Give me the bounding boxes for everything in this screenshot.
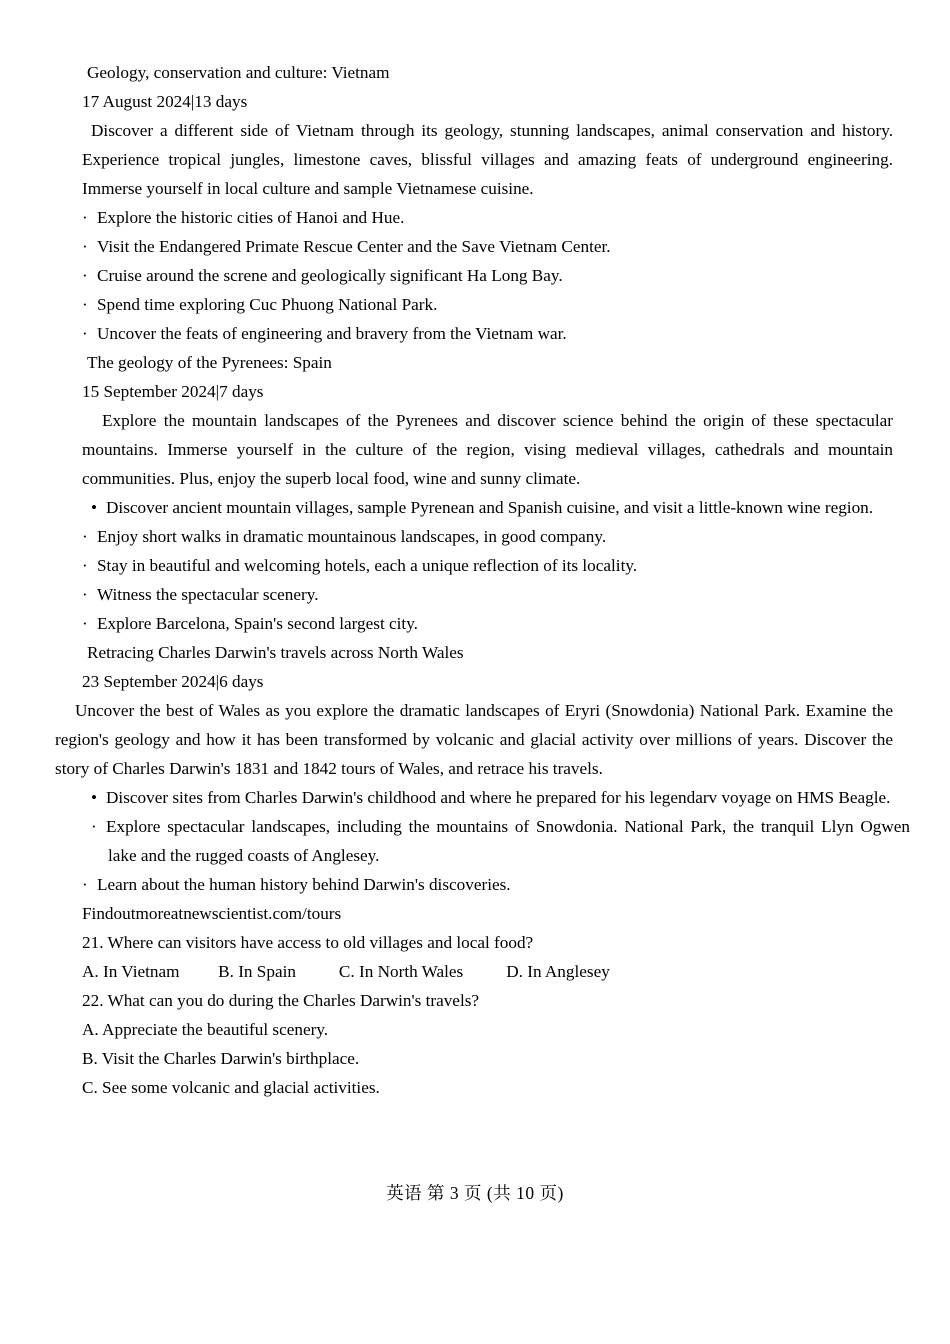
question-22-stem: 22. What can you do during the Charles Darwin's travels? — [82, 991, 480, 1010]
bullet-dot-icon: • — [91, 788, 98, 807]
tour-description-pyrenees: Explore the mountain landscapes of the Pyrenees and discover science behind the origin of these spectacular mountains. Immerse yourself in the culture of the region, vising medieval villages, cathedrals and mountain communities. Plus, enjoy the superb local food, wine and sunny climate. — [82, 411, 893, 488]
list-item-text: Explore the historic cities of Hanoi and Hue. — [97, 208, 405, 227]
list-item — [82, 551, 908, 580]
list-item — [91, 493, 910, 522]
list-item-text: Discover sites from Charles Darwin's childhood and where he prepared for his legendarv voyage on HMS Beagle. — [106, 788, 891, 807]
list-item-text: Visit the Endangered Primate Rescue Center and the Save Vietnam Center. — [97, 237, 611, 256]
list-item-text: Spend time exploring Cuc Phuong National Park. — [97, 295, 438, 314]
list-item-text: Witness the spectacular scenery. — [97, 585, 319, 604]
list-item-text: Learn about the human history behind Darwin's discoveries. — [97, 875, 511, 894]
bullet-dot-icon: · — [82, 614, 88, 633]
list-item-text: Discover ancient mountain villages, sample Pyrenean and Spanish cuisine, and visit a little-known wine region. — [106, 498, 874, 517]
bullet-dot-icon: · — [82, 295, 88, 314]
tour-meta-vietnam: 17 August 2024|13 days — [82, 92, 248, 111]
list-item-text: Uncover the feats of engineering and bravery from the Vietnam war. — [97, 324, 567, 343]
question-21-options[interactable]: A. In Vietnam B. In Spain C. In North Wales D. In Anglesey — [82, 962, 610, 981]
list-item-text: Cruise around the screne and geologically significant Ha Long Bay. — [97, 266, 563, 285]
list-item — [91, 783, 910, 812]
list-item — [91, 812, 910, 870]
list-item — [82, 870, 908, 899]
source-note: Findoutmoreatnewscientist.com/tours — [82, 904, 342, 923]
bullet-dot-icon: · — [82, 527, 88, 546]
page-content — [55, 58, 910, 1102]
bullet-dot-icon: · — [82, 237, 88, 256]
list-item — [82, 580, 908, 609]
list-item-text: Explore Barcelona, Spain's second largest city. — [97, 614, 418, 633]
tour-title-vietnam: Geology, conservation and culture: Vietnam — [87, 63, 390, 82]
page-footer: 英语 第 3 页 (共 10 页) — [386, 1183, 564, 1203]
list-item — [82, 609, 908, 638]
list-item — [82, 290, 908, 319]
tour-meta-north-wales: 23 September 2024|6 days — [82, 672, 264, 691]
bullet-dot-icon: · — [82, 208, 88, 227]
list-item-text: Stay in beautiful and welcoming hotels, each a unique reflection of its locality. — [97, 556, 638, 575]
list-item-text: Enjoy short walks in dramatic mountainous landscapes, in good company. — [97, 527, 607, 546]
bullet-dot-icon: · — [82, 875, 88, 894]
bullet-dot-icon: · — [82, 266, 88, 285]
tour-meta-pyrenees: 15 September 2024|7 days — [82, 382, 264, 401]
question-22-option-b[interactable]: B. Visit the Charles Darwin's birthplace. — [82, 1049, 360, 1068]
list-item-text: Explore spectacular landscapes, including the mountains of Snowdonia. National Park, the tranquil Llyn Ogwen lake and the rugged coasts of Anglesey. — [106, 817, 910, 865]
list-item — [82, 232, 908, 261]
bullet-dot-icon: · — [82, 585, 88, 604]
list-item — [82, 261, 908, 290]
list-item — [82, 522, 908, 551]
question-22-option-a[interactable]: A. Appreciate the beautiful scenery. — [82, 1020, 329, 1039]
tour-title-north-wales: Retracing Charles Darwin's travels across North Wales — [87, 643, 464, 662]
question-22-option-c[interactable]: C. See some volcanic and glacial activities. — [82, 1078, 380, 1097]
tour-description-vietnam: Discover a different side of Vietnam through its geology, stunning landscapes, animal conservation and history. Experience tropical jungles, limestone caves, blissful villages and amazing feats of underground engineering. Immerse yourself in local culture and sample Vietnamese cuisine. — [82, 121, 893, 198]
list-item — [82, 319, 908, 348]
bullet-dot-icon: · — [82, 324, 88, 343]
bullet-dot-icon: • — [91, 498, 98, 517]
question-21-stem: 21. Where can visitors have access to old villages and local food? — [82, 933, 534, 952]
tour-title-pyrenees: The geology of the Pyrenees: Spain — [87, 353, 332, 372]
bullet-dot-icon: · — [91, 817, 97, 836]
bullet-dot-icon: · — [82, 556, 88, 575]
tour-description-north-wales: Uncover the best of Wales as you explore the dramatic landscapes of Eryri (Snowdonia) National Park. Examine the region's geology and how it has been transformed by volcanic and glacial activity over millions of years. Discover the story of Charles Darwin's 1831 and 1842 tours of Wales, and retrace his travels. — [55, 701, 893, 778]
list-item — [82, 203, 908, 232]
